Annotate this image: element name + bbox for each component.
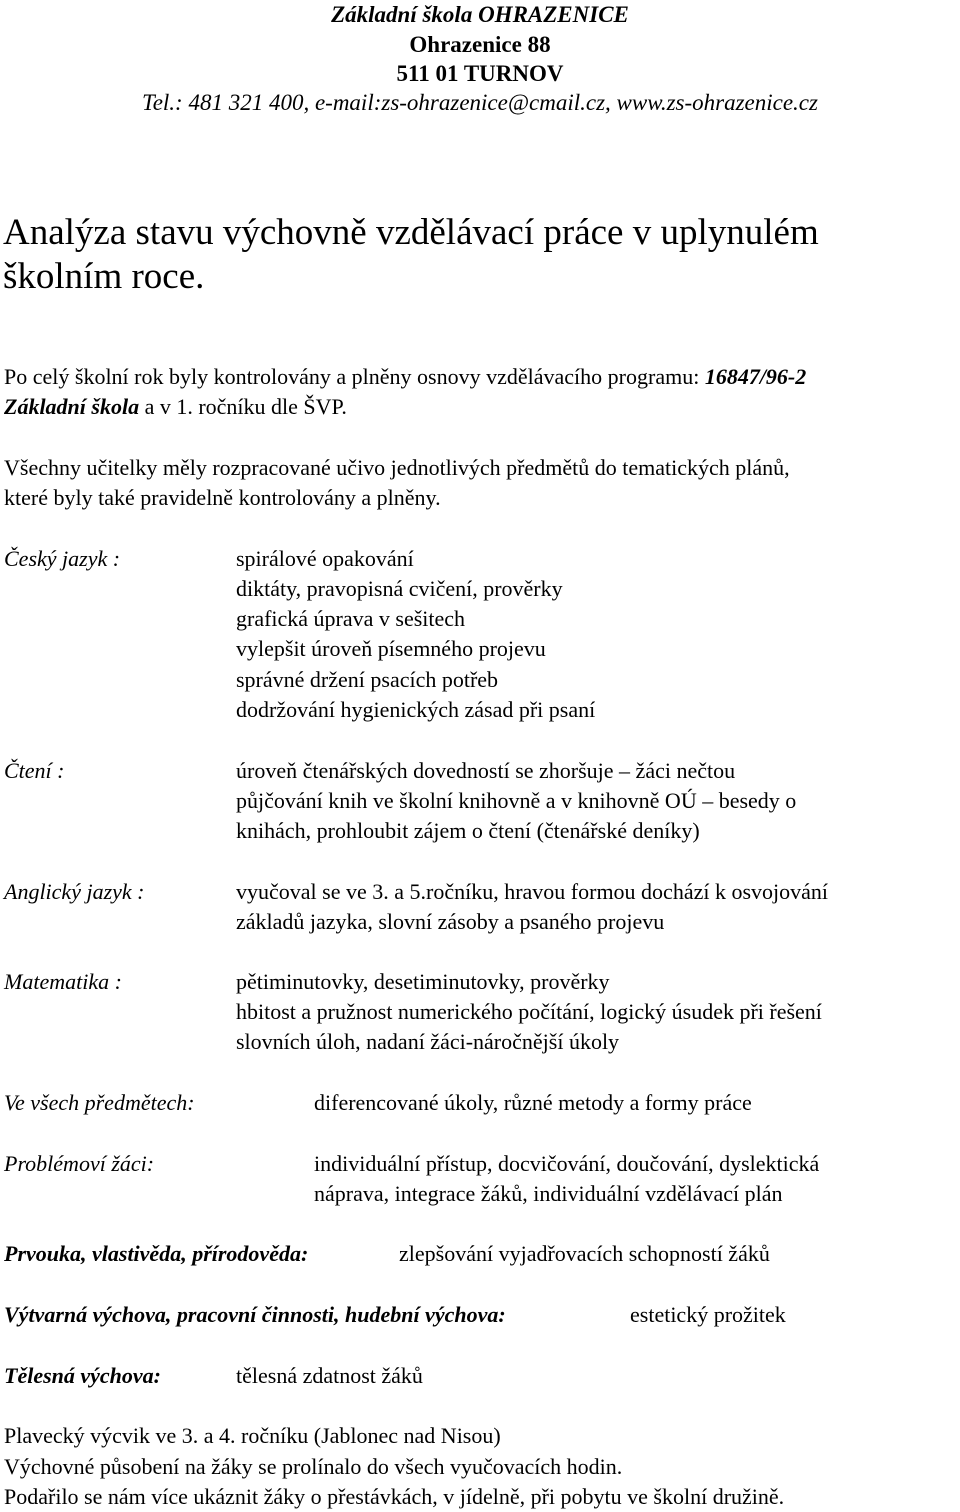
math-line: pětiminutovky, desetiminutovky, prověrky <box>236 969 610 994</box>
program-code: 16847/96-2 <box>704 364 807 389</box>
intro-line-1 <box>4 362 806 392</box>
intro-para2-line-1: Všechny učitelky měly rozpracované učivo jednotlivých předmětů do tematických plánů, <box>4 455 790 480</box>
science-text: zlepšování vyjadřovacích schopností žáků <box>399 1241 770 1266</box>
reading-line: půjčování knih ve školní knihovně a v knihovně OÚ – besedy o <box>236 788 797 813</box>
problem-pupils-line: náprava, integrace žáků, individuální vzdělávací plán <box>314 1181 783 1206</box>
label-english: Anglický jazyk : <box>4 879 145 904</box>
math-line: slovních úloh, nadaní žáci-náročnější úkoly <box>236 1029 620 1054</box>
label-arts: Výtvarná výchova, pracovní činnosti, hudební výchova: <box>4 1302 506 1327</box>
school-name: Základní škola OHRAZENICE <box>331 2 629 27</box>
arts-text: estetický prožitek <box>630 1302 786 1327</box>
label-pe: Tělesná výchova: <box>4 1363 161 1388</box>
label-math: Matematika : <box>4 969 122 994</box>
czech-line: vylepšit úroveň písemného projevu <box>236 636 546 661</box>
english-line: základů jazyka, slovní zásoby a psaného projevu <box>236 909 665 934</box>
czech-line: grafická úprava v sešitech <box>236 606 466 631</box>
page-title-line-2: školním roce. <box>3 256 205 297</box>
intro-line-2 <box>4 392 347 422</box>
label-science: Prvouka, vlastivěda, přírodověda: <box>4 1241 309 1266</box>
program-name: Základní škola <box>4 394 140 419</box>
school-city: 511 01 TURNOV <box>396 61 564 86</box>
label-reading: Čtení : <box>4 758 65 783</box>
czech-line: spirálové opakování <box>236 546 414 571</box>
czech-line: dodržování hygienických zásad při psaní <box>236 697 596 722</box>
czech-line: správné držení psacích potřeb <box>236 667 499 692</box>
reading-line: knihách, prohloubit zájem o čtení (čtenářské deníky) <box>236 818 700 843</box>
intro-line-1-text: Po celý školní rok byly kontrolovány a plněny osnovy vzdělávacího programu: <box>4 364 705 389</box>
footer-line-1: Plavecký výcvik ve 3. a 4. ročníku (Jablonec nad Nisou) <box>4 1423 501 1448</box>
label-all-subjects: Ve všech předmětech: <box>4 1090 195 1115</box>
intro-line-2-rest: a v 1. ročníku dle ŠVP. <box>139 394 347 419</box>
school-contact: Tel.: 481 321 400, e-mail:zs-ohrazenice@cmail.cz, www.zs-ohrazenice.cz <box>142 90 818 115</box>
czech-line: diktáty, pravopisná cvičení, prověrky <box>236 576 563 601</box>
page-title-line-1: Analýza stavu výchovně vzdělávací práce v uplynulém <box>3 212 819 253</box>
math-line: hbitost a pružnost numerického počítání, logický úsudek při řešení <box>236 999 822 1024</box>
reading-line: úroveň čtenářských dovedností se zhoršuje – žáci nečtou <box>236 758 736 783</box>
school-street: Ohrazenice 88 <box>409 32 551 57</box>
pe-text: tělesná zdatnost žáků <box>236 1363 423 1388</box>
intro-para2-line-2: které byly také pravidelně kontrolovány a plněny. <box>4 485 441 510</box>
problem-pupils-line: individuální přístup, docvičování, doučování, dyslektická <box>314 1151 820 1176</box>
all-subjects-text: diferencované úkoly, různé metody a formy práce <box>314 1090 752 1115</box>
label-czech: Český jazyk : <box>4 546 121 571</box>
footer-line-2: Výchovné působení na žáky se prolínalo do všech vyučovacích hodin. <box>4 1454 623 1479</box>
label-problem-pupils: Problémoví žáci: <box>4 1151 155 1176</box>
footer-line-3: Podařilo se nám více ukáznit žáky o přestávkách, v jídelně, při pobytu ve školní družině. <box>4 1484 785 1509</box>
english-line: vyučoval se ve 3. a 5.ročníku, hravou formou dochází k osvojování <box>236 879 829 904</box>
